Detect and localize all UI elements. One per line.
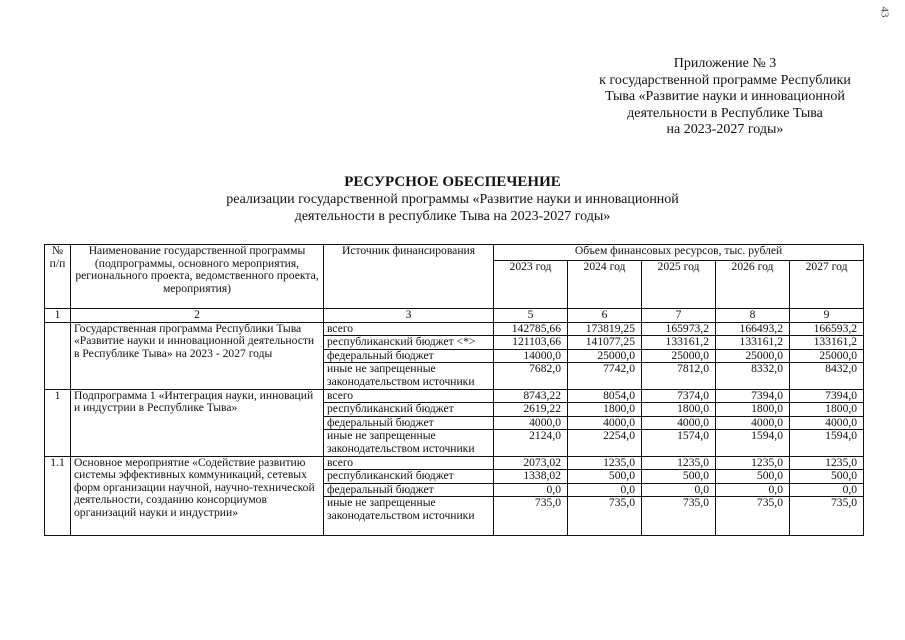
col-number: 3 <box>324 309 494 323</box>
amount-cell: 735,0 <box>642 497 716 536</box>
table-row <box>45 456 864 470</box>
amount-cell: 1800,0 <box>568 403 642 417</box>
appendix-line: деятельности в Республике Тыва <box>627 105 823 121</box>
table-body <box>45 322 864 536</box>
funding-source: республиканский бюджет <*> <box>324 336 494 350</box>
funding-source: республиканский бюджет <box>324 470 494 484</box>
col-number: 5 <box>494 309 568 323</box>
header-name: Наименование государственной программы (подпрограммы, основного мероприятия, регионального проекта, ведомственного проекта, мероприятия) <box>71 245 324 309</box>
amount-cell: 7682,0 <box>494 363 568 389</box>
header-year: 2024 год <box>568 261 642 309</box>
amount-cell: 1235,0 <box>642 456 716 470</box>
amount-cell: 8332,0 <box>716 363 790 389</box>
amount-cell: 4000,0 <box>494 416 568 430</box>
amount-cell: 165973,2 <box>642 322 716 336</box>
amount-cell: 735,0 <box>790 497 864 536</box>
amount-cell: 2619,22 <box>494 403 568 417</box>
amount-cell: 1800,0 <box>790 403 864 417</box>
amount-cell: 7394,0 <box>716 389 790 403</box>
header-num: № п/п <box>45 245 71 309</box>
table-row <box>45 322 864 336</box>
amount-cell: 500,0 <box>790 470 864 484</box>
amount-cell: 0,0 <box>568 483 642 497</box>
amount-cell: 1800,0 <box>716 403 790 417</box>
row-number: 1.1 <box>45 456 71 536</box>
amount-cell: 7812,0 <box>642 363 716 389</box>
appendix-line: к государственной программе Республики <box>599 72 851 88</box>
col-number: 8 <box>716 309 790 323</box>
amount-cell: 500,0 <box>716 470 790 484</box>
header-volume: Объем финансовых ресурсов, тыс. рублей <box>494 245 864 261</box>
funding-source: иные не запрещенные законодательством источники <box>324 363 494 389</box>
funding-source: федеральный бюджет <box>324 483 494 497</box>
row-number <box>45 322 71 389</box>
row-number: 1 <box>45 389 71 456</box>
amount-cell: 25000,0 <box>642 349 716 363</box>
appendix-line: на 2023-2027 годы» <box>666 122 784 137</box>
appendix-note <box>560 56 890 139</box>
amount-cell: 142785,66 <box>494 322 568 336</box>
document-title: РЕСУРСНОЕ ОБЕСПЕЧЕНИЕ <box>344 174 561 190</box>
amount-cell: 4000,0 <box>716 416 790 430</box>
amount-cell: 2073,02 <box>494 456 568 470</box>
amount-cell: 1594,0 <box>790 430 864 456</box>
amount-cell: 166493,2 <box>716 322 790 336</box>
funding-source: всего <box>324 456 494 470</box>
amount-cell: 25000,0 <box>790 349 864 363</box>
amount-cell: 133161,2 <box>790 336 864 350</box>
funding-source: федеральный бюджет <box>324 416 494 430</box>
amount-cell: 7394,0 <box>790 389 864 403</box>
document-subtitle <box>0 192 905 225</box>
col-number: 7 <box>642 309 716 323</box>
amount-cell: 500,0 <box>642 470 716 484</box>
table-header <box>45 245 864 323</box>
amount-cell: 14000,0 <box>494 349 568 363</box>
funding-source: республиканский бюджет <box>324 403 494 417</box>
amount-cell: 2254,0 <box>568 430 642 456</box>
funding-source: всего <box>324 322 494 336</box>
funding-source: иные не запрещенные законодательством источники <box>324 497 494 536</box>
appendix-line: Тыва «Развитие науки и инновационной <box>605 89 845 104</box>
amount-cell: 8054,0 <box>568 389 642 403</box>
amount-cell: 25000,0 <box>716 349 790 363</box>
col-number: 9 <box>790 309 864 323</box>
amount-cell: 7742,0 <box>568 363 642 389</box>
header-year: 2027 год <box>790 261 864 309</box>
col-number: 1 <box>45 309 71 323</box>
amount-cell: 0,0 <box>494 483 568 497</box>
table-row <box>45 389 864 403</box>
amount-cell: 1235,0 <box>568 456 642 470</box>
col-number: 6 <box>568 309 642 323</box>
amount-cell: 141077,25 <box>568 336 642 350</box>
resource-table <box>44 244 864 536</box>
header-year: 2023 год <box>494 261 568 309</box>
amount-cell: 4000,0 <box>642 416 716 430</box>
amount-cell: 0,0 <box>790 483 864 497</box>
amount-cell: 133161,2 <box>716 336 790 350</box>
amount-cell: 1594,0 <box>716 430 790 456</box>
amount-cell: 0,0 <box>642 483 716 497</box>
subtitle-line: реализации государственной программы «Развитие науки и инновационной <box>226 192 679 207</box>
amount-cell: 735,0 <box>494 497 568 536</box>
amount-cell: 735,0 <box>716 497 790 536</box>
appendix-line: Приложение № 3 <box>673 56 777 71</box>
amount-cell: 4000,0 <box>790 416 864 430</box>
amount-cell: 8743,22 <box>494 389 568 403</box>
col-number: 2 <box>71 309 324 323</box>
amount-cell: 4000,0 <box>568 416 642 430</box>
amount-cell: 1338,02 <box>494 470 568 484</box>
program-name: Государственная программа Республики Тыва «Развитие науки и инновационной деятельности в Республике Тыва» на 2023 - 2027 годы <box>71 322 324 389</box>
amount-cell: 735,0 <box>568 497 642 536</box>
amount-cell: 1235,0 <box>716 456 790 470</box>
header-source: Источник финансирования <box>324 245 494 309</box>
header-year: 2026 год <box>716 261 790 309</box>
amount-cell: 0,0 <box>716 483 790 497</box>
amount-cell: 500,0 <box>568 470 642 484</box>
header-year: 2025 год <box>642 261 716 309</box>
program-name: Подпрограмма 1 «Интеграция науки, инноваций и индустрии в Республике Тыва» <box>71 389 324 456</box>
subtitle-line: деятельности в республике Тыва на 2023-2027 годы» <box>294 208 611 224</box>
amount-cell: 2124,0 <box>494 430 568 456</box>
page-mark: 43 <box>878 6 891 18</box>
amount-cell: 1235,0 <box>790 456 864 470</box>
amount-cell: 1574,0 <box>642 430 716 456</box>
amount-cell: 8432,0 <box>790 363 864 389</box>
funding-source: всего <box>324 389 494 403</box>
amount-cell: 166593,2 <box>790 322 864 336</box>
program-name: Основное мероприятие «Содействие развитию системы эффективных коммуникаций, сетевых форм организации научной, научно-технической деятельности, созданию консорциумов организаций науки и индустрии» <box>71 456 324 536</box>
funding-source: федеральный бюджет <box>324 349 494 363</box>
amount-cell: 173819,25 <box>568 322 642 336</box>
amount-cell: 1800,0 <box>642 403 716 417</box>
amount-cell: 25000,0 <box>568 349 642 363</box>
amount-cell: 121103,66 <box>494 336 568 350</box>
funding-source: иные не запрещенные законодательством источники <box>324 430 494 456</box>
amount-cell: 133161,2 <box>642 336 716 350</box>
amount-cell: 7374,0 <box>642 389 716 403</box>
column-number-row <box>45 309 864 323</box>
